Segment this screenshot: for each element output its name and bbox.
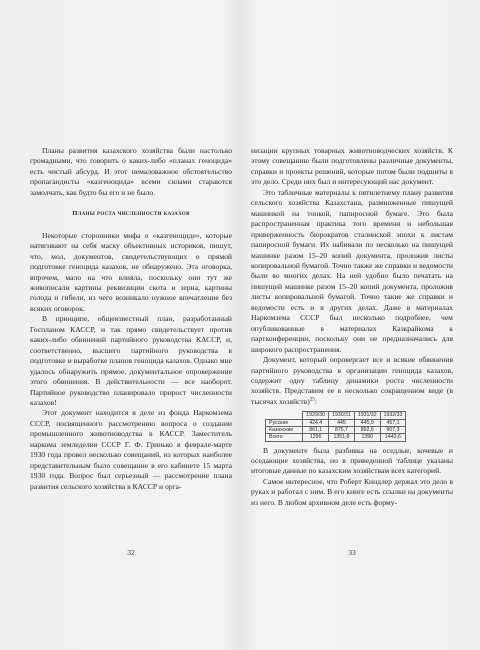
table-cell: 424,4 bbox=[303, 419, 329, 426]
table-row-label: Русские bbox=[266, 419, 303, 426]
table-cell: 457,1 bbox=[380, 419, 406, 426]
right-paragraph-3 bbox=[251, 355, 453, 407]
table-cell: 1390 bbox=[354, 434, 380, 441]
table-row-label: Казахские bbox=[266, 426, 303, 433]
left-paragraph-2: Некоторые сторонники мифа о «казгеноциде», которые натягивают на себя маску объективных историков, пишут, что, мол, документов, свидетельствующих о прямой подготовке геноцида казахов, не обнаружено. Эта оговорка, впрочем, мало на что влияла, поскольку они тут же живописали картины реквизиции скота и зерна, картины голода и гибели, из чего возникало нужное впечатление без всяких оговорок. bbox=[30, 230, 232, 313]
left-paragraph-4: Этот документ находится в деле из фонда Наркомзема СССР, посвященного рассмотрению вопроса о создании промышленного животноводства в КАССР. Заместитель наркома земледелия СССР Г. Ф. Гринько в феврале-марте 1930 года провел несколько совещаний, из которых наиболее представительным было совещание в его кабинете 15 марта 1930 года. Вопрос был серьезный — рассмотрение плана развития сельского хозяйства в КАССР и орга- bbox=[30, 408, 232, 491]
table-header-cell: 1932/33 bbox=[380, 412, 406, 419]
left-paragraph-1: Планы развития казахского хозяйства были настолько громадными, что говорить о каких-либо «планах геноцида» есть чистый абсурд. И этот немаловажное обстоятельство пропагандисты «казгеноцида» всеми силами стараются замолчать, как будто бы его и не было. bbox=[30, 146, 232, 197]
table-row bbox=[266, 419, 406, 426]
table-header-cell: 1930/31 bbox=[329, 412, 355, 419]
right-paragraph-5: Самое интересное, что Роберт Киндлер держал это дело в руках и работал с ним. В его книге есть ссылки на документы из него. В любом архивном деле есть форму- bbox=[251, 476, 453, 507]
right-paragraph-2: Это табличные материалы к пятилетнему плану развития сельского хозяйства Казахстана, размноженные пишущей машинкой на тонкой, папиросной бумаге. Это была распространенная практика того времени и небольшая приверженность бюрократов сталинской эпохи к листам папиросной бумаги. Их набивали по несколько на пишущей машинке разом 15–20 копий документа, проложив листы копировальной бумагой. Точно также же справки и ведомости были во многих делах. На ней удобно было печатать на пишущей машинке разом 15–20 копий документа, проложив листы копировальной бумагой. Точно такие же справки и ведомости есть и в других делах. Даже в материалах Наркомзема СССР был несколько подробнее, чем опубликованные в материалах Казкрайкома к партконференции, поскольку они не предназначались для широкого распространения. bbox=[251, 187, 453, 354]
table-cell: 1443,6 bbox=[380, 434, 406, 441]
table-row bbox=[266, 434, 406, 441]
right-paragraph-3-text: Документ, который опровергает все и всякие обвинения партийного руководства в организации геноцида казахов, содержит одну таблицу динамики роста численности хозяйств. Представим ее в несколько сокращенном виде (в тысячах хозяйств) bbox=[251, 355, 453, 406]
table-header-cell: 1929/30 bbox=[303, 412, 329, 419]
table-row bbox=[266, 426, 406, 433]
footnote-marker: 25 bbox=[309, 397, 315, 403]
table-cell: 445 bbox=[329, 419, 355, 426]
right-paragraph-3-end: : bbox=[314, 396, 317, 406]
section-heading: Планы роста численности казахов bbox=[72, 210, 190, 218]
table-header-cell: 1931/32 bbox=[354, 412, 380, 419]
table-row-label: Всего bbox=[266, 434, 303, 441]
left-paragraph-3: В принципе, общеизвестный план, разработанный Госпланом КАССР, и так прямо свидетельствует против каких-либо обвинений партийного руководства КАССР, и, соответственно, высшего партийного руководства в подготовке и выработке планов геноцида казахов. Однако мне удалось обнаружить прямое, документальное опровержение этого обвинения. В действительности — все наоборот. Партийное руководство планировало прирост численности казахов! bbox=[30, 314, 232, 407]
table-cell: 907,3 bbox=[380, 426, 406, 433]
table-cell: 445,9 bbox=[354, 419, 380, 426]
right-page bbox=[251, 146, 453, 508]
table-cell: 1351,8 bbox=[329, 434, 355, 441]
page-number-right: 33 bbox=[348, 548, 356, 557]
table-cell: 875,7 bbox=[329, 426, 355, 433]
table-cell: 861,1 bbox=[303, 426, 329, 433]
right-paragraph-1: низации крупных товарных животноводческих хозяйств. К этому совещанию были подготовлены различные документы, справки и проекты решений, которые потом были подшиты в это дело. Среди них был и интересующий нас документ. bbox=[251, 146, 453, 187]
left-page bbox=[30, 146, 232, 492]
table-cell: 892,6 bbox=[354, 426, 380, 433]
table-header-row bbox=[266, 412, 406, 419]
table-corner-cell bbox=[266, 412, 303, 419]
table-cell: 1296 bbox=[303, 434, 329, 441]
right-paragraph-4: В документе была разбивка на оседлые, кочевые и оседающие хозяйства, но в приведенной таблице указаны итоговые данные по казахским хозяйствам всех категорий. bbox=[251, 445, 453, 476]
page-number-left: 32 bbox=[127, 548, 135, 557]
households-table bbox=[265, 411, 406, 441]
